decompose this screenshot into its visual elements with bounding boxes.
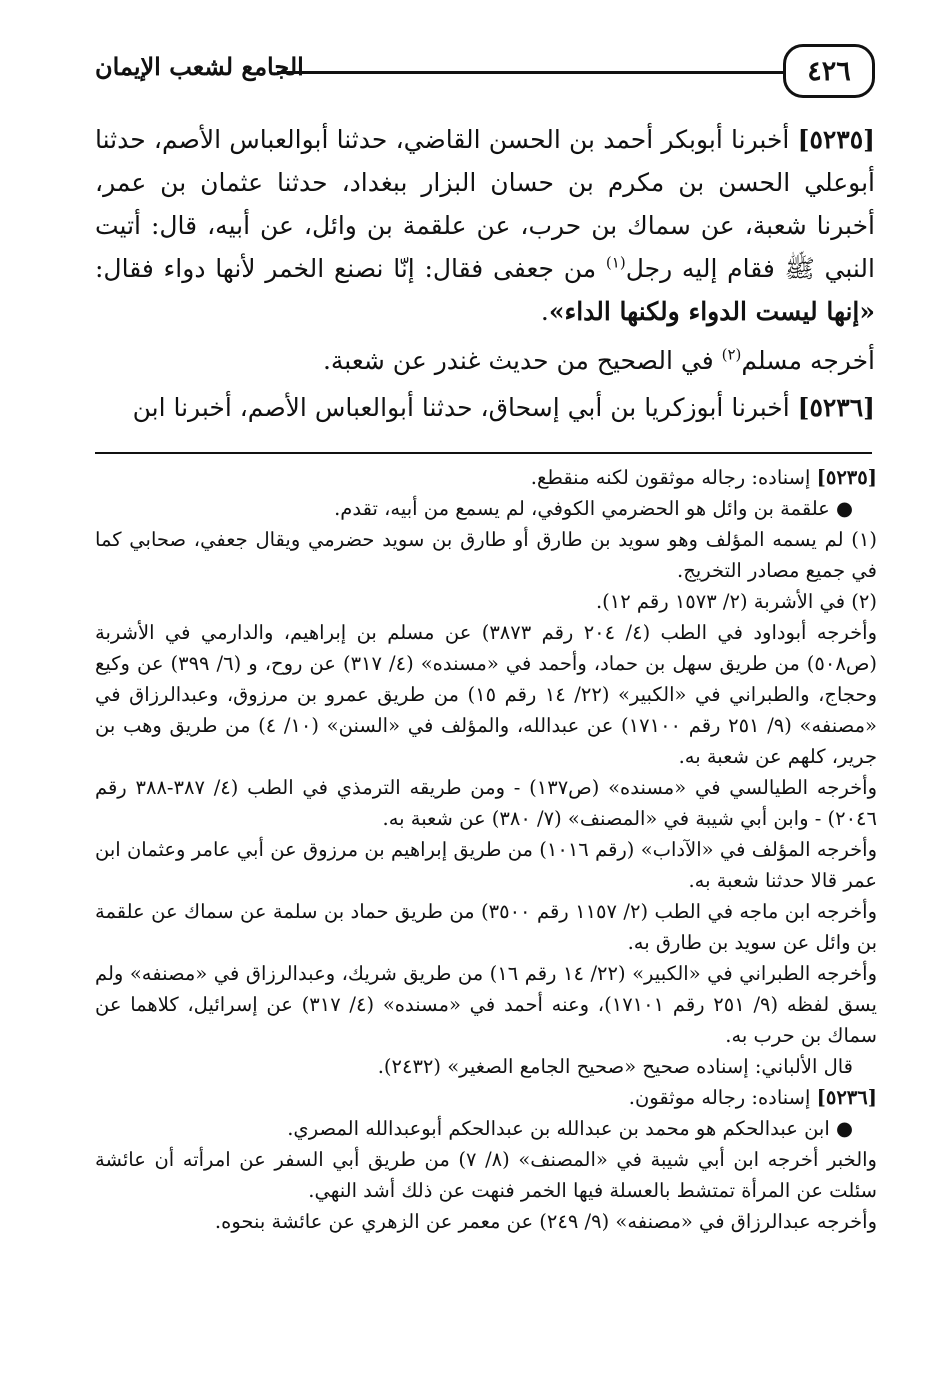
hadith-text: أخبرنا أبوبكر أحمد بن الحسن القاضي، حدثنا أبوالعباس الأصم، حدثنا أبوعلي الحسن بن مكرم بن حسان البزار ببغداد، حدثنا عثمان بن عمر، أخبرنا شعبة، عن سماك بن حرب، عن علقمة بن وائل، عن أبيه، قال: أتيت النبي ﷺ فقام إليه رجل [95,125,875,283]
footnote-paragraph: وأخرجه الطيالسي في «مسنده» (ص١٣٧) - ومن طريقه الترمذي في الطب (٤/ ٣٨٧-٣٨٨ رقم ٢٠٤٦) - وابن أبي شيبة في «المصنف» (٧/ ٣٨٠) عن شعبة به. [95,776,877,830]
hadith-number: [٥٢٣٦] [797,393,875,422]
footnote-paragraph: وأخرجه ابن ماجه في الطب (٢/ ١١٥٧ رقم ٣٥٠٠) من طريق حماد بن سلمة عن سماك عن علقمة بن وائل عن سويد بن طارق به. [95,900,878,954]
hadith-5236 [95,386,875,429]
footnote-bullet: ● علقمة بن وائل هو الحضرمي الكوفي، لم يسمع من أبيه، تقدم. [334,497,853,520]
footnote-5236-isnad [95,1082,877,1113]
footnote-albani: قال الألباني: إسناده صحيح «صحيح الجامع الصغير» (٢٤٣٢). [377,1055,853,1078]
footnote-divider [95,452,872,454]
footnote-bullet: ● ابن عبدالحكم هو محمد بن عبدالله بن عبدالحكم أبوعبدالله المصري. [287,1117,853,1140]
takhrij-text-cont: في الصحيح من حديث غندر عن شعبة. [322,346,722,375]
takhrij-text: أخرجه مسلم [741,346,875,375]
hadith-number: [٥٢٣٥] [797,125,875,154]
footnote-paragraph: وأخرجه عبدالرزاق في «مصنفه» (٩/ ٢٤٩) عن معمر عن الزهري عن عائشة بنحوه. [214,1210,877,1233]
hadith-text: أخبرنا أبوزكريا بن أبي إسحاق، حدثنا أبوالعباس الأصم، أخبرنا ابن [132,393,798,422]
takhrij-line [95,339,875,382]
hadith-quote: «إنها ليست الدواء ولكنها الداء» [548,297,875,326]
page-number-badge [783,44,875,98]
header-rule [277,71,783,74]
footnote-ref-2[interactable]: (٢) [721,345,742,364]
footnote-paragraph: وأخرجه أبوداود في الطب (٤/ ٢٠٤ رقم ٣٨٧٣) عن مسلم بن إبراهيم، والدارمي في الأشربة (ص٥٠٨) من طريق سهل بن حماد، وأحمد في «مسنده» (٤/ ٣١٧) عن روح، و (٦/ ٣٩٩) عن وكيع وحجاج، والطبراني في «الكبير» (٢٢/ ١٤ رقم ١٥) من طريق عمرو بن مرزوق، وعبدالرزاق في «مصنفه» (٩/ ٢٥١ رقم ١٧١٠٠) عن عبدالله، والمؤلف في «السنن» (١٠/ ٤) من طريق وهب بن جرير، كلهم عن شعبة به. [95,621,878,768]
footnotes [95,462,877,1237]
footnote-text: إسناده: رجاله موثقون لكنه منقطع. [530,466,817,489]
footnote-number: [٥٢٣٥] [816,466,877,489]
footnote-1: (١) لم يسمه المؤلف وهو سويد بن طارق أو طارق بن سويد حضرمي ويقال جعفي، صحابي كما في جميع مصادر التخريج. [95,528,877,582]
footnote-paragraph: والخبر أخرجه ابن أبي شيبة في «المصنف» (٨/ ٧) من طريق أبي السفر عن امرأته أن عائشة سئلت عن المرأة تمتشط بالعسلة فيها الخمر فنهت عن ذلك أشد النهي. [95,1148,877,1202]
hadith-text-cont: من جعفى فقال: إنّا نصنع الخمر لأنها دواء فقال: [95,254,606,283]
book-title: الجامع لشعب الإيمان [95,52,304,81]
hadith-end: . [540,297,549,326]
footnote-text: إسناده: رجاله موثقون. [628,1086,817,1109]
footnote-paragraph: وأخرجه المؤلف في «الآداب» (رقم ١٠١٦) من طريق إبراهيم بن مرزوق عن أبي عامر وعثمان ابن عمر قالا حدثنا شعبة به. [95,838,877,892]
hadith-5235 [95,118,875,333]
main-text [95,118,875,429]
page-number: ٤٢٦ [807,55,851,87]
footnote-paragraph: وأخرجه الطبراني في «الكبير» (٢٢/ ١٤ رقم ١٦) من طريق شريك، وعبدالرزاق في «مصنفه» ولم يسق لفظه (٩/ ٢٥١ رقم ١٧١٠١)، وعنه أحمد في «مسنده» (٤/ ٣١٧) عن إسرائيل، كلاهما عن سماك بن حرب به. [95,962,878,1047]
footnote-ref-1[interactable]: (١) [605,253,626,272]
footnote-5235-isnad [95,462,877,493]
footnote-number: [٥٢٣٦] [816,1086,877,1109]
page-header [95,38,875,108]
footnote-2: (٢) في الأشربة (٢/ ١٥٧٣ رقم ١٢). [595,590,877,613]
